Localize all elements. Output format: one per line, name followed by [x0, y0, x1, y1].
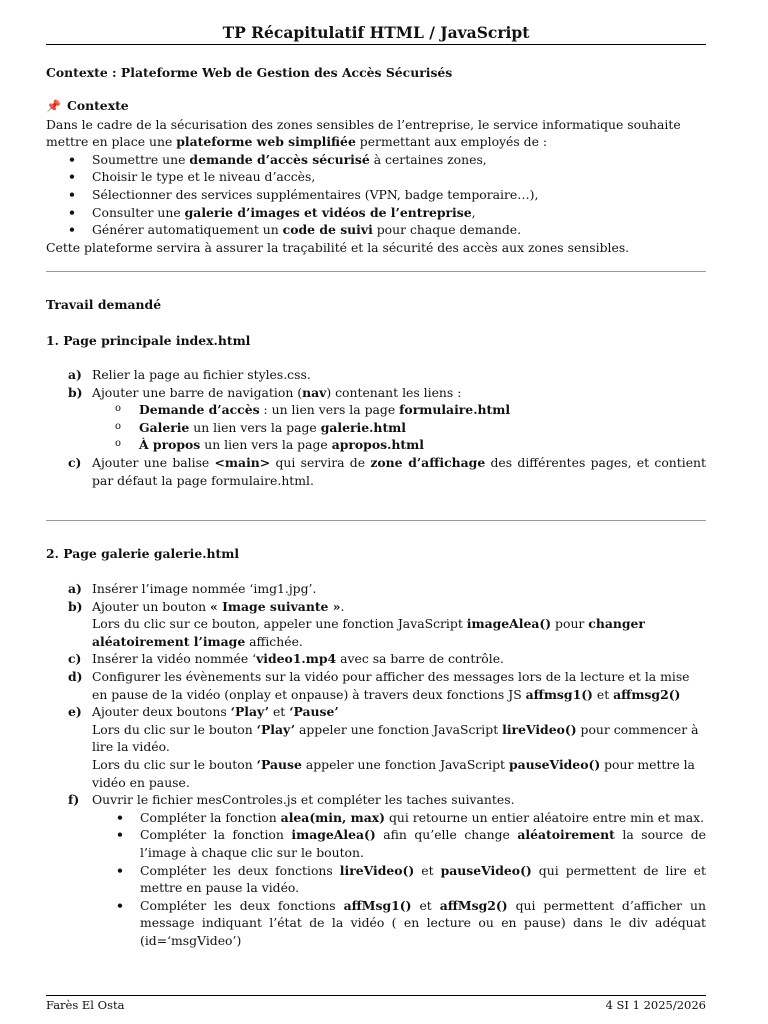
list-item: • Générer automatiquement un code de suivi pour chaque demande.: [46, 221, 706, 239]
list-item: • Consulter une galerie d’images et vidéos de l’entreprise,: [46, 204, 706, 222]
list-item: • Compléter les deux fonctions lireVideo() et pauseVideo() qui permettent de lire et mettre en pause la vidéo.: [92, 862, 706, 897]
section1-list: [46, 366, 706, 489]
section2-heading: 2. Page galerie galerie.html: [46, 546, 240, 561]
list-item: a) Insérer l’image nommée ‘img1.jpg’.: [68, 581, 317, 596]
tasks-list: [92, 809, 706, 950]
list-item: e) Ajouter deux boutons ‘Play’ et ‘Pause’ Lors du clic sur le bouton ‘Play’ appeler une fonction JavaScript lireVideo() pour commencer à lire la vidéo. Lors du clic sur le bouton ‘Pause appeler une fonction JavaScript pauseVideo() pour mettre la vidéo en pause.: [68, 704, 699, 790]
list-item: a) Relier la page au fichier styles.css.: [68, 367, 311, 382]
contexte-label: 📌 Contexte: [46, 98, 129, 113]
footer-class-year: 4 SI 1 2025/2026: [605, 998, 706, 1012]
list-item: b) Ajouter une barre de navigation (nav) contenant les liens : o Demande d’accès : un lien vers la page formulaire.html o Galerie un lien vers la page galerie.html o À propos un lien vers la page apropos.html: [46, 384, 706, 454]
contexte-intro: Dans le cadre de la sécurisation des zones sensibles de l’entreprise, le service informatique souhaite mettre en place une plateforme web simplifiée permettant aux employés de :: [46, 116, 681, 150]
divider: [46, 271, 706, 272]
nav-links-list: [92, 401, 706, 454]
section1-heading: 1. Page principale index.html: [46, 333, 251, 348]
list-item: f) Ouvrir le fichier mesControles.js et compléter les taches suivantes. • Compléter la fonction alea(min, max) qui retourne un entier aléatoire entre min et max. • Compléter la fonction imageAlea() afin qu’elle change aléatoirement la source de l’image à chaque clic sur le bouton. • Compléter les deux fonctions lireVideo() et pauseVideo() qui permettent de lire et mettre en pause la vidéo. • Compléter les deux fonctions affMsg1() et affMsg2() qui permettent d’afficher un message indiquant l’état de la vidéo ( en lecture ou en pause) dans le div adéquat (id=‘msgVideo’): [46, 791, 706, 949]
list-item: c) Insérer la vidéo nommée ‘video1.mp4 avec sa barre de contrôle.: [68, 651, 504, 667]
list-item: o Galerie un lien vers la page galerie.html: [92, 419, 706, 437]
contexte-section: [46, 97, 706, 256]
list-item: • Soumettre une demande d’accès sécurisé à certaines zones,: [46, 151, 706, 169]
list-item: • Sélectionner des services supplémentaires (VPN, badge temporaire…),: [46, 186, 706, 204]
footer-author: Farès El Osta: [46, 998, 125, 1012]
list-item: • Compléter la fonction alea(min, max) qui retourne un entier aléatoire entre min et max.: [92, 809, 706, 827]
list-item: b) Ajouter un bouton « Image suivante ». Lors du clic sur ce bouton, appeler une fonction JavaScript imageAlea() pour changer aléatoirement l’image affichée.: [68, 598, 645, 649]
list-item: d) Configurer les évènements sur la vidéo pour afficher des messages lors de la lecture et la mise en pause de la vidéo (onplay et onpause) à travers deux fonctions JS affmsg1() et affmsg2(): [68, 668, 690, 702]
travail-heading: Travail demandé: [46, 297, 162, 312]
list-item: o À propos un lien vers la page apropos.html: [92, 436, 706, 454]
list-item: o Demande d’accès : un lien vers la page formulaire.html: [92, 401, 706, 419]
list-item: • Compléter les deux fonctions affMsg1() et affMsg2() qui permettent d’afficher un message indiquant l’état de la vidéo ( en lecture ou en pause) dans le div adéquat (id=‘msgVideo’): [92, 897, 706, 950]
list-item: • Compléter la fonction imageAlea() afin qu’elle change aléatoirement la source de l’image à chaque clic sur le bouton.: [92, 826, 706, 861]
list-item: • Choisir le type et le niveau d’accès,: [46, 168, 706, 186]
contexte-list: [46, 151, 706, 239]
page-title: TP Récapitulatif HTML / JavaScript: [46, 24, 706, 45]
page-footer: [46, 995, 706, 1015]
contexte-conclusion: Cette plateforme servira à assurer la traçabilité et la sécurité des accès aux zones sensibles.: [46, 239, 630, 255]
pushpin-icon: 📌: [46, 99, 61, 113]
context-heading: Contexte : Plateforme Web de Gestion des Accès Sécurisés: [46, 65, 453, 80]
list-item: c) Ajouter une balise <main> qui servira de zone d’affichage des différentes pages, et contient par défaut la page formulaire.html.: [68, 454, 707, 488]
divider: [46, 520, 706, 521]
section2-list: [46, 580, 706, 949]
